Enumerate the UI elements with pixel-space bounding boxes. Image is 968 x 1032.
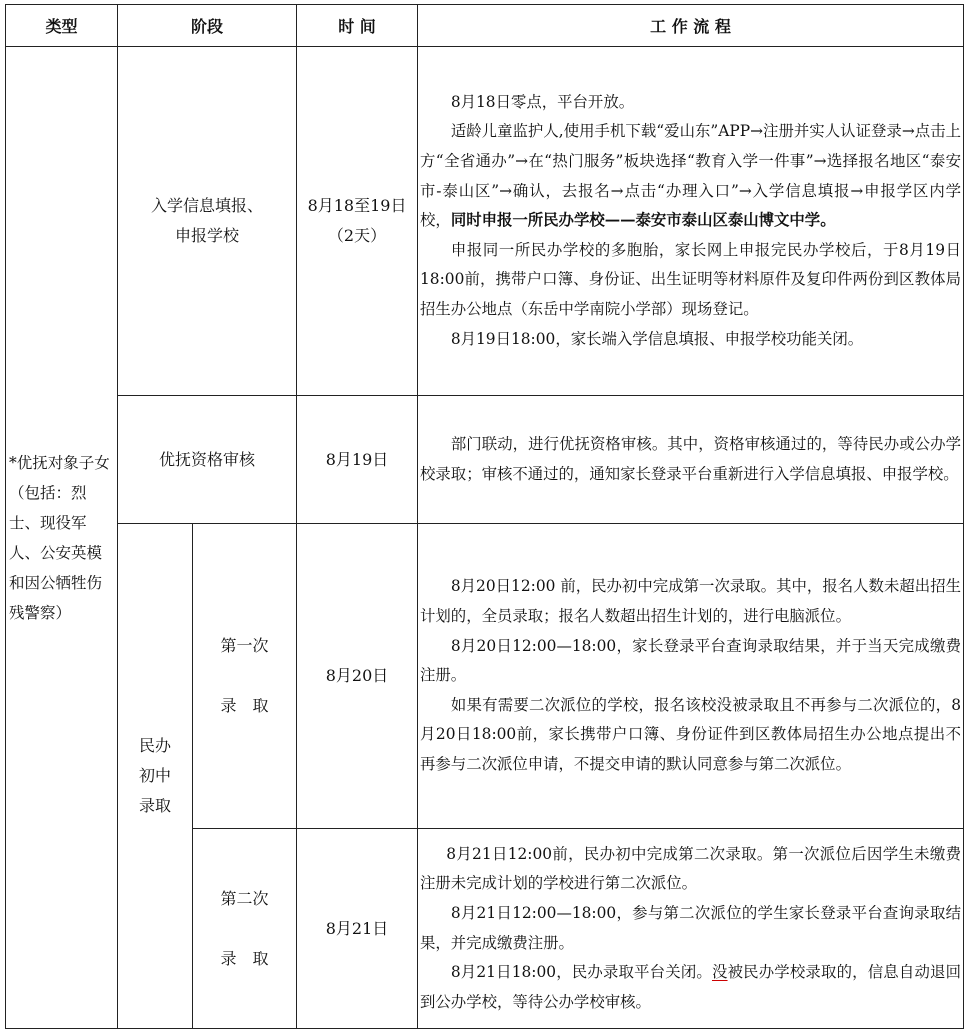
flow-paragraph: 如果有需要二次派位的学校，报名该校没被录取且不再参与二次派位的，8月20日18:00前，家长携带户口簿、身份证件到区教体局招生办公地点提出不再参与二次派位申请，不提交申请的默认同意参与第二次派位。	[420, 695, 962, 773]
header-flow: 工 作 流 程	[418, 5, 964, 47]
enrollment-schedule-table	[5, 4, 964, 1029]
stage-info-entry-line2: 申报学校	[175, 226, 240, 245]
flow-paragraph: 申报同一所民办学校的多胞胎，家长网上申报完民办学校后，于8月19日18:00前，携带户口簿、身份证、出生证明等材料原件及复印件两份到区教体局招生办公地点（东岳中学南院小学部）现场登记。	[420, 240, 962, 318]
flow-info-entry	[418, 47, 964, 396]
flow-paragraph: 部门联动，进行优抚资格审核。其中，资格审核通过的，等待民办或公办学校录取；审核不通过的，通知家长登录平台重新进行入学信息填报、申报学校。	[420, 434, 962, 483]
row-first-admission	[6, 524, 964, 829]
group-line1: 民办	[138, 736, 171, 755]
flow-paragraph: 8月18日零点，平台开放。	[450, 92, 635, 111]
header-time: 时 间	[297, 5, 418, 47]
header-stage: 阶段	[118, 5, 297, 47]
flow-paragraph: 8月20日12:00 前，民办初中完成第一次录取。其中，报名人数未超出招生计划的，全员录取；报名人数超出招生计划的，进行电脑派位。	[420, 577, 962, 626]
flow-text: 被民办学校录取的，信息自动退回到公办学校，等待公办学校审核。	[420, 963, 961, 1011]
time-info-entry-line1: 8月18至19日	[307, 196, 407, 215]
flow-paragraph	[420, 117, 961, 235]
stage-info-entry-line1: 入学信息填报、	[151, 196, 264, 215]
first-admission-line2: 录取	[220, 696, 285, 715]
flow-text: 适龄儿童监护人,使用手机下载“爱山东”APP→注册并实人认证登录→点击上方“全省通办”→在“热门服务”板块选择“教育入学一件事”→选择报名地区“泰安市-泰山区”→确认，去报名→点击“办理入口”→入学信息填报→申报学区内学校，	[420, 122, 962, 230]
stage-info-entry	[118, 47, 297, 396]
header-row	[6, 5, 964, 47]
header-type: 类型	[6, 5, 118, 47]
stage-first-admission	[193, 524, 297, 829]
flow-paragraph: 8月21日12:00前，民办初中完成第二次录取。第一次派位后因学生未缴费注册未完成计划的学校进行第二次派位。	[420, 844, 962, 893]
time-first-admission: 8月20日	[297, 524, 418, 829]
stage-private-junior-admission	[118, 524, 193, 1029]
flow-second-admission	[418, 829, 964, 1029]
type-cell: *优抚对象子女（包括：烈士、现役军人、公安英模和因公牺牲伤残警察）	[6, 47, 118, 1029]
flow-paragraph	[420, 958, 961, 1017]
flow-paragraph: 8月21日12:00—18:00，参与第二次派位的学生家长登录平台查询录取结果，并完成缴费注册。	[420, 903, 962, 952]
flow-paragraph: 8月19日18:00，家长端入学信息填报、申报学校功能关闭。	[450, 329, 864, 348]
first-admission-line1: 第一次	[220, 636, 269, 655]
underlined-text: 没	[711, 963, 728, 982]
second-admission-line2: 录取	[220, 948, 285, 968]
time-qualification-review: 8月19日	[297, 396, 418, 524]
group-line3: 录取	[138, 796, 171, 815]
flow-text: 8月21日18:00，民办录取平台关闭。	[450, 963, 712, 982]
flow-paragraph: 8月20日12:00—18:00，家长登录平台查询录取结果，并于当天完成缴费注册。	[420, 636, 962, 685]
flow-first-admission	[418, 524, 964, 829]
flow-qualification-review	[418, 396, 964, 524]
stage-qualification-review: 优抚资格审核	[118, 396, 297, 524]
row-qualification-review	[6, 396, 964, 524]
group-line2: 初中	[138, 766, 171, 785]
time-info-entry-line2: （2天）	[327, 226, 387, 245]
time-second-admission: 8月21日	[297, 829, 418, 1029]
second-admission-line1: 第二次	[220, 888, 269, 908]
flow-bold-text: 同时申报一所民办学校——泰安市泰山区泰山博文中学。	[450, 211, 836, 230]
row-info-entry	[6, 47, 964, 396]
time-info-entry	[297, 47, 418, 396]
stage-second-admission	[193, 829, 297, 1029]
